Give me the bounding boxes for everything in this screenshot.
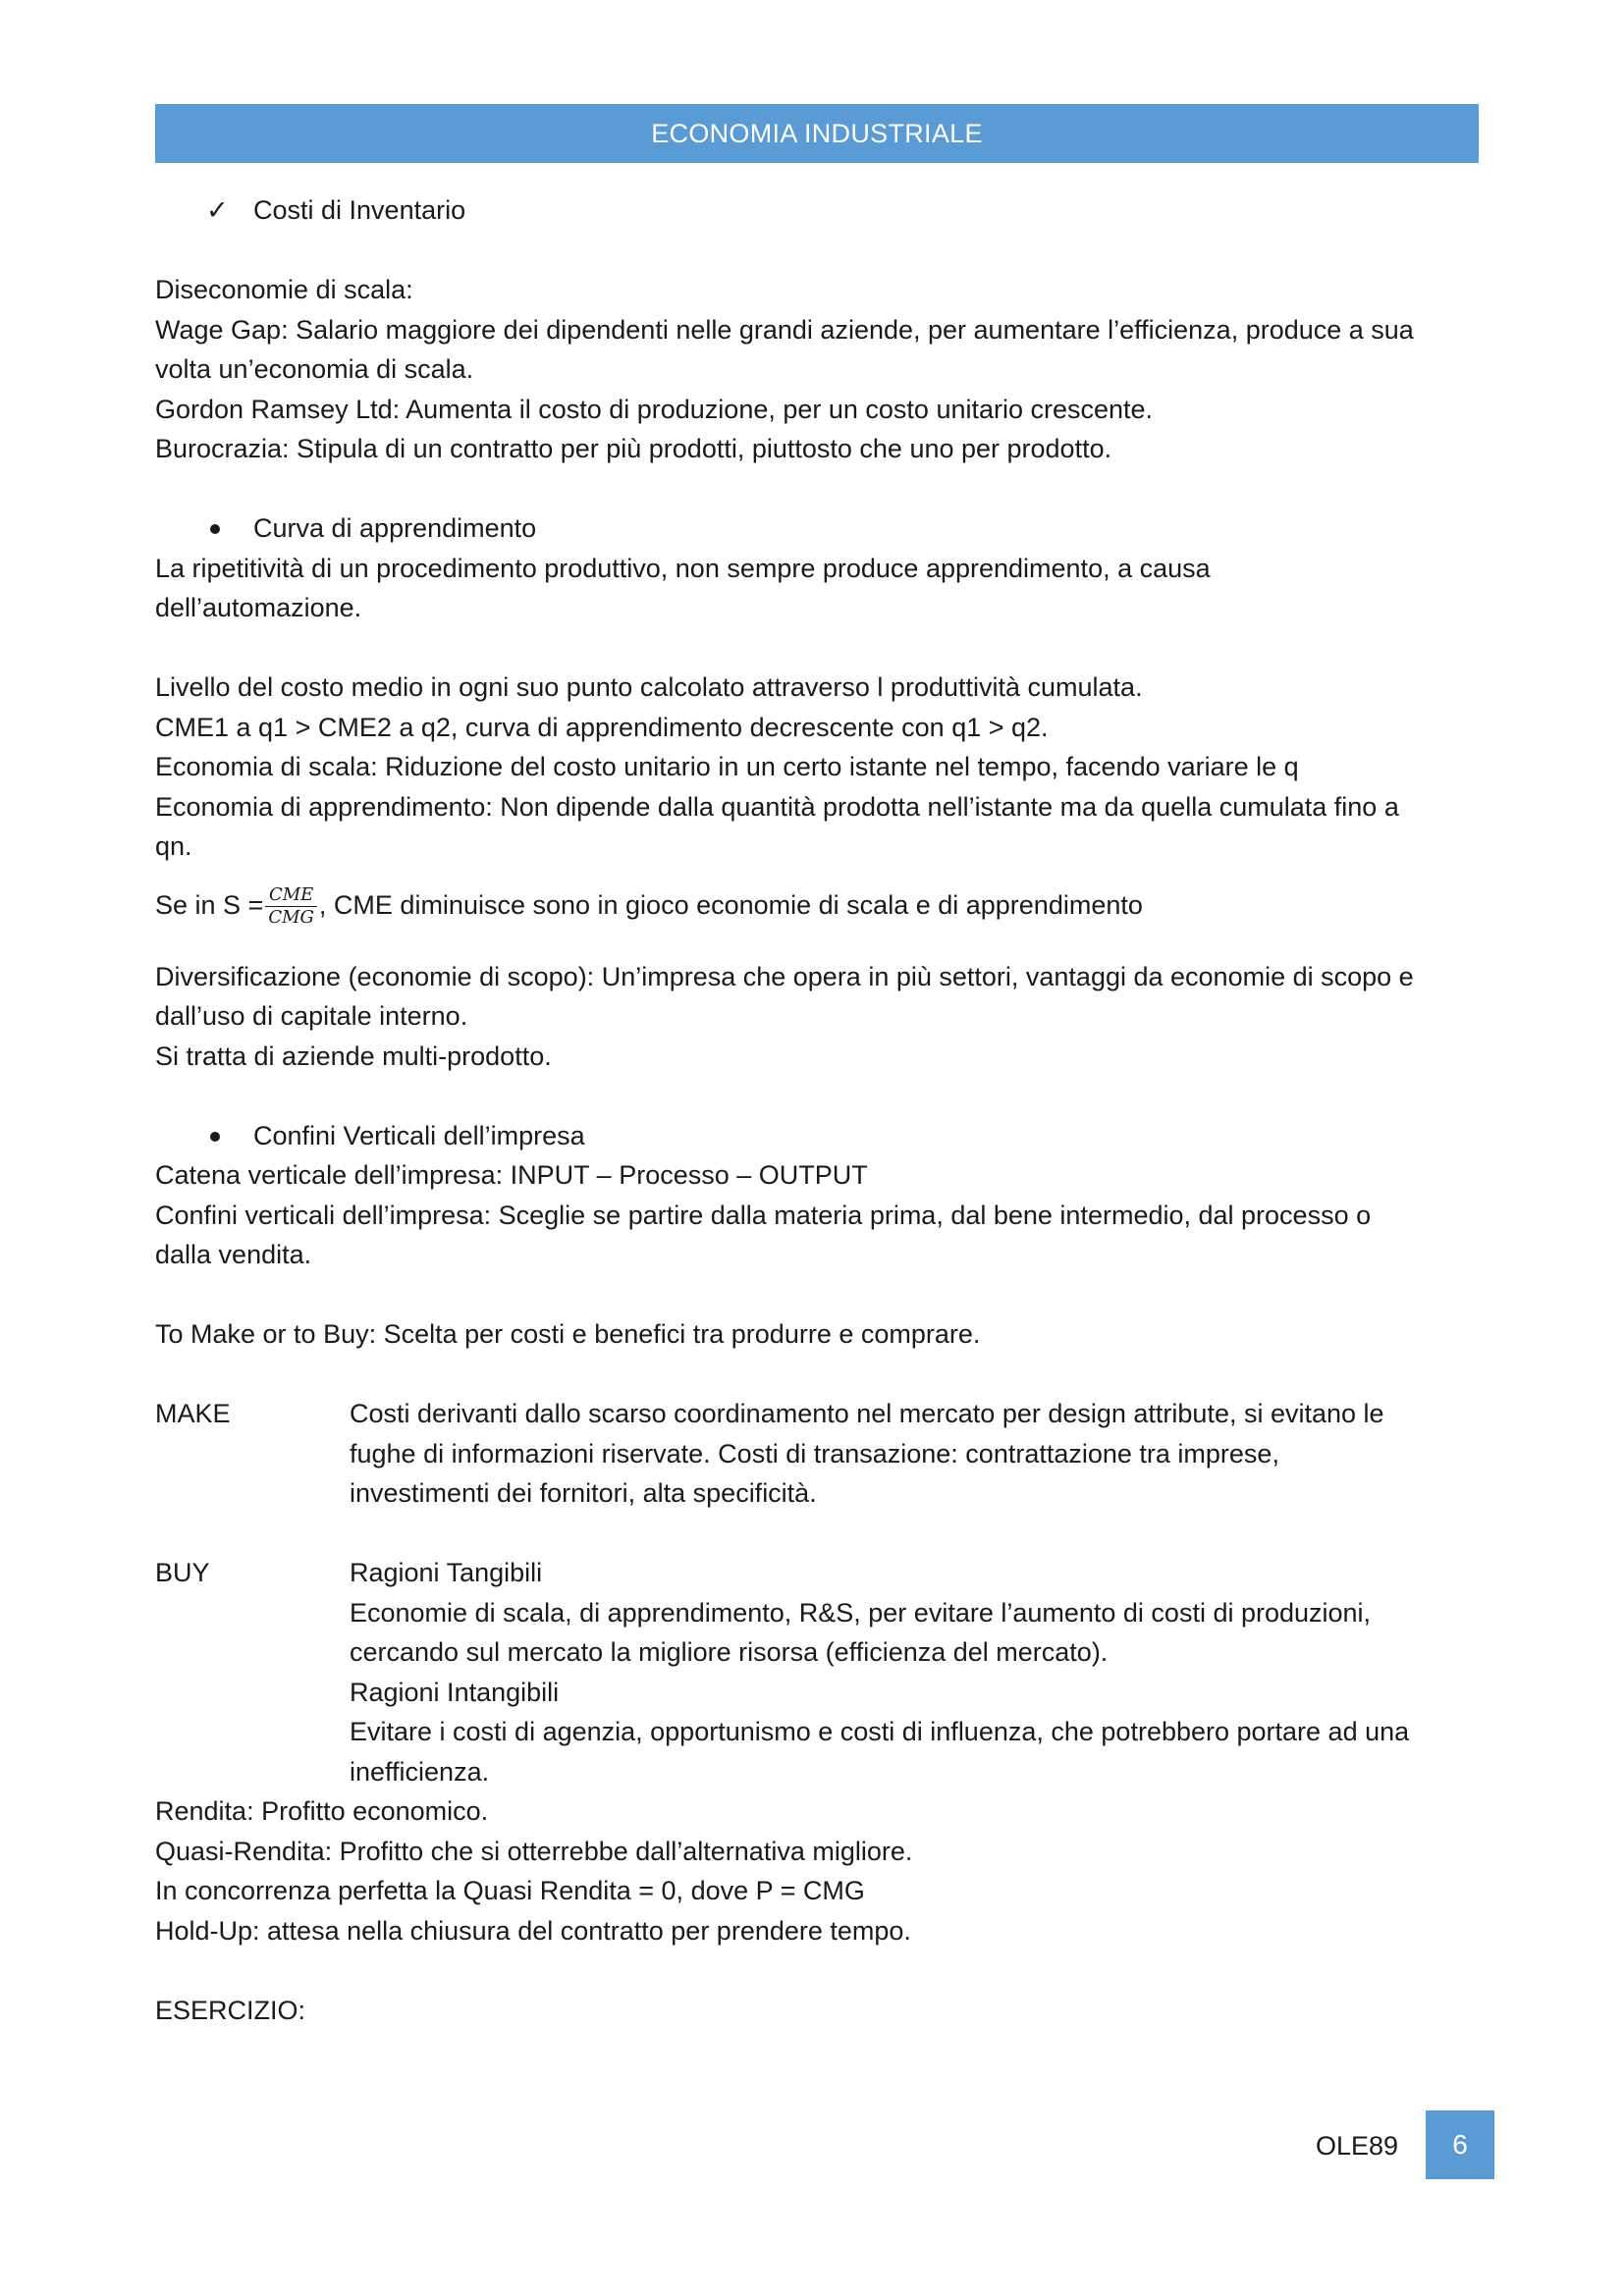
paragraph-line: CME1 a q1 > CME2 a q2, curva di apprendimento decrescente con q1 > q2. (155, 712, 1049, 742)
paragraph-line: Economia di apprendimento: Non dipende dalla quantità prodotta nell’istante ma da quella cumulata fino a (155, 791, 1399, 822)
footer-author: OLE89 (1316, 2131, 1399, 2161)
bullet-label: Curva di apprendimento (253, 513, 537, 543)
paragraph-line: Quasi-Rendita: Profitto che si otterrebbe dall’alternativa migliore. (155, 1836, 913, 1866)
paragraph-line: In concorrenza perfetta la Quasi Rendita = 0, dove P = CMG (155, 1876, 865, 1905)
buy-line: Ragioni Tangibili (350, 1558, 543, 1587)
fraction-numerator: CME (265, 884, 317, 907)
paragraph-line: Si tratta di aziende multi-prodotto. (155, 1041, 552, 1071)
paragraph-line: Diversificazione (economie di scopo): Un’impresa che opera in più settori, vantaggi da economie di scopo e (155, 961, 1414, 991)
paragraph-line: dell’automazione. (155, 593, 362, 622)
make-row (155, 1394, 1479, 1514)
buy-line: Economie di scala, di apprendimento, R&S, per evitare l’aumento di costi di produzioni, (350, 1597, 1372, 1628)
checkmark-icon: ✓ (206, 195, 229, 225)
paragraph-line: Burocrazia: Stipula di un contratto per più prodotti, piuttosto che uno per prodotto. (155, 434, 1112, 463)
paragraph-line: To Make or to Buy: Scelta per costi e benefici tra produrre e comprare. (155, 1319, 981, 1349)
paragraph-line: Livello del costo medio in ogni suo punto calcolato attraverso l produttività cumulata. (155, 672, 1143, 702)
make-label: MAKE (155, 1399, 231, 1428)
paragraph-line: Catena verticale dell’impresa: INPUT – Processo – OUTPUT (155, 1160, 868, 1190)
buy-line: inefficienza. (350, 1756, 490, 1787)
bullet-icon (210, 1132, 220, 1142)
exercise-label: ESERCIZIO: (155, 1995, 306, 2025)
check-item-label: Costi di Inventario (253, 195, 466, 225)
paragraph-line: Rendita: Profitto economico. (155, 1796, 489, 1826)
buy-line: cercando sul mercato la migliore risorsa (efficienza del mercato). (350, 1637, 1109, 1667)
bullet-item-learning (155, 508, 1479, 549)
page-header: ECONOMIA INDUSTRIALE (155, 104, 1479, 163)
diseconomies-title: Diseconomie di scala: (155, 275, 413, 304)
bullet-icon (210, 524, 220, 534)
paragraph-line: Confini verticali dell’impresa: Sceglie se partire dalla materia prima, dal bene intermedio, dal processo o (155, 1200, 1372, 1230)
bullet-label: Confini Verticali dell’impresa (253, 1120, 585, 1150)
formula-line (155, 881, 1479, 930)
paragraph-line: dall’uso di capitale interno. (155, 1001, 468, 1031)
paragraph-line: Hold-Up: attesa nella chiusura del contratto per prendere tempo. (155, 1915, 911, 1946)
paragraph-line: Economia di scala: Riduzione del costo unitario in un certo istante nel tempo, facendo variare le q (155, 752, 1299, 781)
paragraph-line: volta un’economia di scala. (155, 354, 474, 384)
paragraph-line: Wage Gap: Salario maggiore dei dipendenti nelle grandi aziende, per aumentare l’efficienza, produce a sua (155, 314, 1414, 345)
buy-line: Ragioni Intangibili (350, 1677, 560, 1707)
buy-line: Evitare i costi di agenzia, opportunismo e costi di influenza, che potrebbero portare ad una (350, 1717, 1410, 1746)
paragraph-line: La ripetitività di un procedimento produttivo, non sempre produce apprendimento, a causa (155, 553, 1211, 583)
fraction (265, 884, 317, 929)
page-number: 6 (1426, 2110, 1494, 2179)
check-list-item (155, 190, 1479, 231)
paragraph-line: Gordon Ramsey Ltd: Aumenta il costo di produzione, per un costo unitario crescente. (155, 394, 1154, 424)
fraction-denominator: CMG (268, 906, 314, 928)
paragraph-line: qn. (155, 831, 192, 861)
formula-prefix: Se in S = (155, 889, 264, 920)
buy-label: BUY (155, 1558, 210, 1587)
formula-suffix: , CME diminuisce sono in gioco economie di scala e di apprendimento (318, 889, 1143, 920)
paragraph-line: dalla vendita. (155, 1240, 312, 1269)
bullet-item-vertical (155, 1116, 1479, 1156)
make-line: Costi derivanti dallo scarso coordinamento nel mercato per design attribute, si evitano le (350, 1399, 1384, 1428)
make-line: fughe di informazioni riservate. Costi di transazione: contrattazione tra imprese, (350, 1438, 1279, 1468)
buy-row (155, 1553, 1479, 1791)
document-body (155, 190, 1479, 2030)
make-line: investimenti dei fornitori, alta specificità. (350, 1478, 817, 1508)
